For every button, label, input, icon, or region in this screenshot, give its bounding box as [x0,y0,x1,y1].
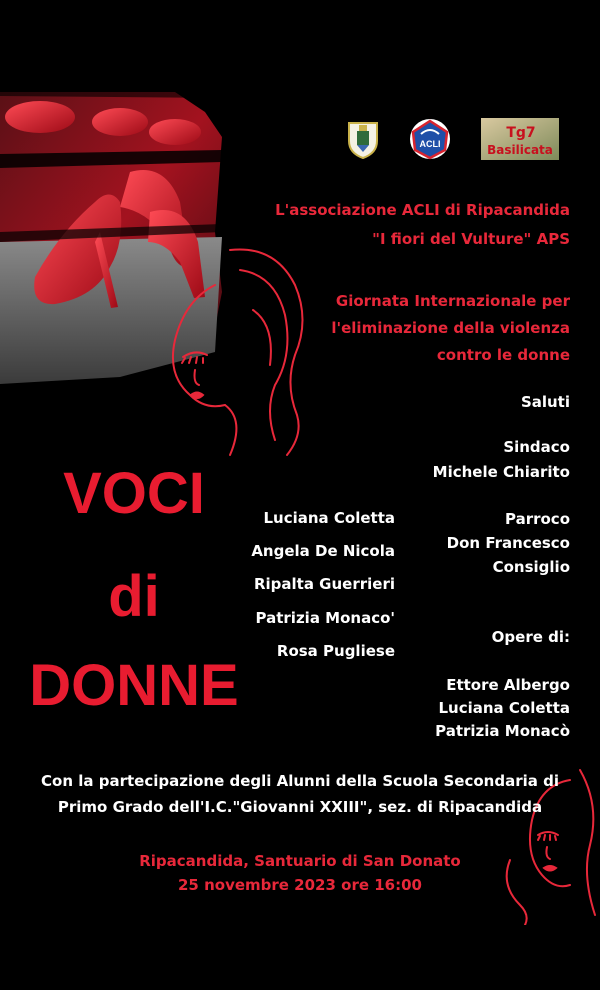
priest-role: Parroco [504,510,570,528]
association-line-1: L'associazione ACLI di Ripacandida [275,201,570,219]
mayor-role: Sindaco [503,438,570,456]
venue-datetime: 25 novembre 2023 ore 16:00 [177,876,422,894]
priest-name-2: Consiglio [492,558,570,576]
reader-name: Angela De Nicola [251,542,395,560]
greetings-heading: Saluti [520,393,570,411]
tg7-text: Tg7 [506,125,536,141]
title-donne: DONNE [29,653,239,718]
participation-line-2: Primo Grado dell'I.C."Giovanni XXIII", sez. di Ripacandida [57,798,543,816]
acli-emblem-icon [409,118,451,160]
reader-name: Ripalta Guerrieri [253,575,395,593]
artist-name: Luciana Coletta [438,699,570,717]
mayor-name: Michele Chiarito [432,463,570,481]
reader-name: Rosa Pugliese [276,642,395,660]
tg7-logo-icon [481,118,559,160]
tg7-basilicata-logo [480,118,560,160]
association-line-2: "I fiori del Vulture" APS [372,230,570,248]
reader-name: Patrizia Monaco' [255,609,395,627]
crest-icon [347,119,379,159]
artworks-heading: Opere di: [491,628,570,646]
comune-crest [345,118,381,160]
event-title-line-3: contro le donne [436,346,570,364]
woman-face-line-art-top [135,245,310,465]
basilicata-text: Basilicata [487,143,553,157]
event-title-line-1: Giornata Internazionale per [335,292,570,310]
event-title-line-2: l'eliminazione della violenza [331,319,570,337]
title-di: di [108,564,160,629]
artist-name: Ettore Albergo [446,676,570,694]
acli-logo-text: ACLI [419,139,441,149]
acli-logo [408,118,452,160]
participation-line-1: Con la partecipazione degli Alunni della Scuola Secondaria di [41,772,559,790]
title-voci: VOCI [63,461,205,526]
artist-name: Patrizia Monacò [435,722,570,740]
reader-name: Luciana Coletta [263,509,395,527]
venue-place: Ripacandida, Santuario di San Donato [139,852,461,870]
priest-name-1: Don Francesco [446,534,570,552]
